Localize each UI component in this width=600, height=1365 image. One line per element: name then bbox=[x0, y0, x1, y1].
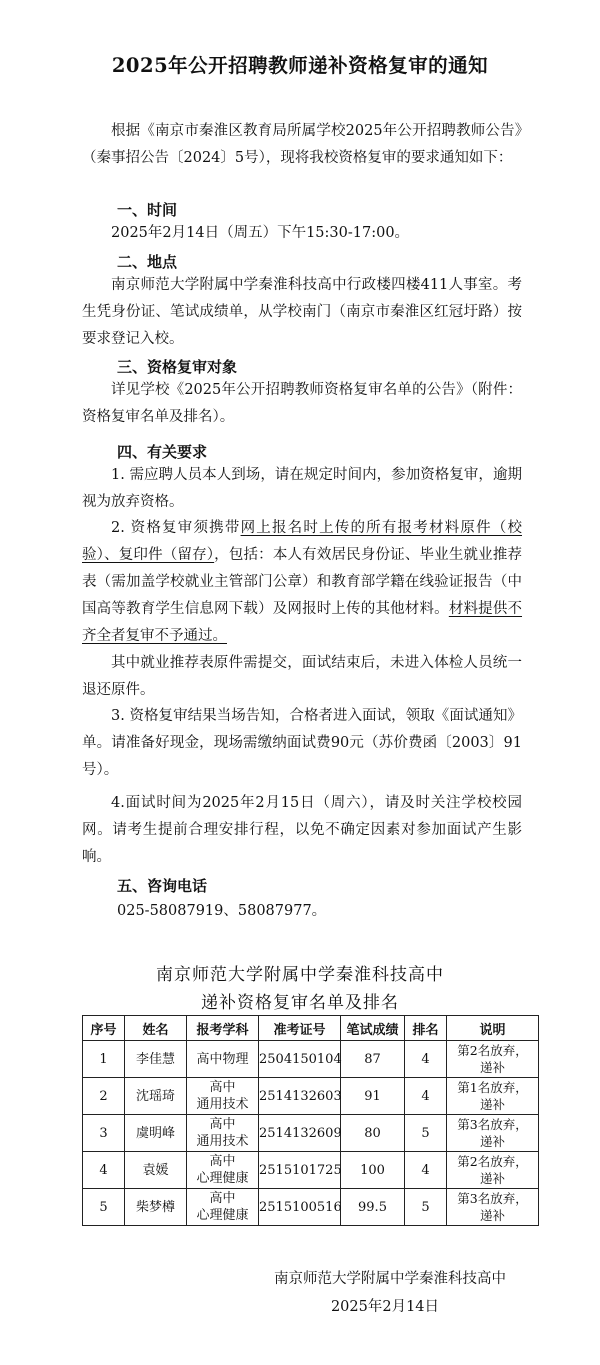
cell-score: 100 bbox=[341, 1152, 405, 1189]
cell-note-line2: 递补 bbox=[479, 1134, 505, 1149]
cell-note-line1: 第1名放弃， bbox=[457, 1080, 528, 1095]
signature-org: 南京师范大学附属中学秦淮科技高中 bbox=[274, 1271, 506, 1287]
cell-no: 4 bbox=[83, 1152, 125, 1189]
cell-score: 87 bbox=[341, 1041, 405, 1078]
header-no: 序号 bbox=[83, 1016, 125, 1041]
cell-note-line2: 递补 bbox=[479, 1208, 505, 1223]
cell-subject bbox=[187, 1189, 259, 1226]
section-place-body: 南京师范大学附属中学秦淮科技高中行政楼四楼411人事室。考生凭身份证、笔试成绩单，从学校南门（南京市秦淮区红冠圩路）按要求登记入校。 bbox=[82, 277, 522, 347]
cell-name: 柴梦樽 bbox=[125, 1189, 187, 1226]
cell-note bbox=[447, 1078, 539, 1115]
cell-exam-id: 2514132609 bbox=[259, 1115, 341, 1152]
cell-subject-line2: 心理健康 bbox=[196, 1208, 249, 1223]
cell-score: 99.5 bbox=[341, 1189, 405, 1226]
requirement-item-4: 4.面试时间为2025年2月15日（周六），请及时关注学校校园网。请考生提前合理安排行程，以免不确定因素对参加面试产生影响。 bbox=[82, 795, 522, 865]
requirement-item-2-warning: 材料提供不齐全者复审不予通过。 bbox=[82, 601, 523, 644]
cell-note bbox=[447, 1152, 539, 1189]
cell-name: 虞明峰 bbox=[125, 1115, 187, 1152]
requirement-item-2-list: ，包括：本人有效居民身份证、毕业生就业推荐表（需加盖学校就业主管部门公章）和教育部学籍在线验证报告（中国高等教育学生信息网下载）及网报时上传的其他材料。 bbox=[82, 547, 523, 617]
cell-exam-id: 2504150104 bbox=[259, 1041, 341, 1078]
header-exam-id: 准考证号 bbox=[259, 1016, 341, 1041]
cell-subject-line1: 高中 bbox=[209, 1191, 236, 1206]
cell-exam-id: 2515100516 bbox=[259, 1189, 341, 1226]
cell-subject bbox=[187, 1115, 259, 1152]
cell-subject bbox=[187, 1041, 259, 1078]
cell-note bbox=[447, 1189, 539, 1226]
cell-note-line1: 第3名放弃， bbox=[457, 1191, 528, 1206]
requirement-item-3: 3. 资格复审结果当场告知，合格者进入面试，领取《面试通知》单。请准备好现金，现场需缴纳面试费90元（苏价费函〔2003〕91号）。 bbox=[82, 708, 522, 778]
signature-date: 2025年2月14日 bbox=[330, 1299, 440, 1315]
table-row bbox=[83, 1115, 539, 1152]
section-contact-body: 025-58087919、58087977。 bbox=[117, 903, 327, 919]
requirement-item-2 bbox=[82, 515, 522, 650]
header-rank: 排名 bbox=[405, 1016, 447, 1041]
table-title-line2: 递补资格复审名单及排名 bbox=[201, 993, 399, 1013]
cell-score: 80 bbox=[341, 1115, 405, 1152]
cell-name: 李佳慧 bbox=[125, 1041, 187, 1078]
section-target-heading: 三、资格复审对象 bbox=[117, 358, 238, 376]
cell-exam-id: 2514132603 bbox=[259, 1078, 341, 1115]
cell-note-line1: 第2名放弃， bbox=[457, 1043, 528, 1058]
cell-subject bbox=[187, 1078, 259, 1115]
requirement-item-2-lead: 2. 资格复审须携带 bbox=[111, 520, 241, 536]
cell-rank: 5 bbox=[405, 1189, 447, 1226]
table-row bbox=[83, 1152, 539, 1189]
intro-paragraph: 根据《南京市秦淮区教育局所属学校2025年公开招聘教师公告》（秦事招公告〔2024〕5号），现将我校资格复审的要求通知如下： bbox=[82, 123, 522, 166]
table-title-line1: 南京师范大学附属中学秦淮科技高中 bbox=[156, 965, 444, 985]
cell-subject-line1: 高中 bbox=[209, 1117, 236, 1132]
cell-rank: 4 bbox=[405, 1152, 447, 1189]
cell-subject-line1: 高中 bbox=[209, 1080, 236, 1095]
cell-no: 5 bbox=[83, 1189, 125, 1226]
section-requirements-heading: 四、有关要求 bbox=[117, 443, 208, 461]
cell-subject-line2: 通用技术 bbox=[196, 1097, 249, 1112]
cell-note-line1: 第3名放弃， bbox=[457, 1117, 528, 1132]
section-time-body: 2025年2月14日（周五）下午15:30-17:00。 bbox=[111, 225, 410, 241]
cell-note-line2: 递补 bbox=[479, 1060, 505, 1075]
cell-no: 3 bbox=[83, 1115, 125, 1152]
table-row bbox=[83, 1078, 539, 1115]
cell-rank: 4 bbox=[405, 1078, 447, 1115]
cell-note bbox=[447, 1041, 539, 1078]
requirement-item-1: 1. 需应聘人员本人到场，请在规定时间内，参加资格复审，逾期视为放弃资格。 bbox=[82, 467, 522, 510]
cell-note-line2: 递补 bbox=[479, 1097, 505, 1112]
cell-no: 1 bbox=[83, 1041, 125, 1078]
cell-note-line2: 递补 bbox=[479, 1171, 505, 1186]
cell-subject bbox=[187, 1152, 259, 1189]
candidate-table bbox=[82, 1015, 539, 1226]
header-note: 说明 bbox=[447, 1016, 539, 1041]
cell-name: 沈瑶琦 bbox=[125, 1078, 187, 1115]
header-subject: 报考学科 bbox=[187, 1016, 259, 1041]
section-target-body: 详见学校《2025年公开招聘教师资格复审名单的公告》（附件：资格复审名单及排名）。 bbox=[82, 382, 522, 425]
table-row bbox=[83, 1041, 539, 1078]
cell-subject-line1: 高中 bbox=[209, 1154, 236, 1169]
header-score: 笔试成绩 bbox=[341, 1016, 405, 1041]
cell-name: 袁媛 bbox=[125, 1152, 187, 1189]
cell-score: 91 bbox=[341, 1078, 405, 1115]
document-title: 2025年公开招聘教师递补资格复审的通知 bbox=[111, 54, 489, 77]
table-header-row bbox=[83, 1016, 539, 1041]
cell-exam-id: 2515101725 bbox=[259, 1152, 341, 1189]
cell-no: 2 bbox=[83, 1078, 125, 1115]
cell-note-line1: 第2名放弃， bbox=[457, 1154, 528, 1169]
cell-subject-line1: 高中物理 bbox=[196, 1051, 249, 1067]
cell-rank: 4 bbox=[405, 1041, 447, 1078]
cell-subject-line2: 心理健康 bbox=[196, 1171, 249, 1186]
section-time-heading: 一、时间 bbox=[117, 201, 178, 219]
section-place-heading: 二、地点 bbox=[117, 253, 178, 271]
cell-rank: 5 bbox=[405, 1115, 447, 1152]
section-contact-heading: 五、咨询电话 bbox=[117, 877, 208, 895]
requirement-item-2-materials: 网上报名时上传的所有报考材料原件（校验）、复印件（留存） bbox=[82, 520, 522, 563]
cell-subject-line2: 通用技术 bbox=[196, 1134, 249, 1149]
cell-note bbox=[447, 1115, 539, 1152]
table-row bbox=[83, 1189, 539, 1226]
header-name: 姓名 bbox=[125, 1016, 187, 1041]
requirement-item-2-extra: 其中就业推荐表原件需提交，面试结束后，未进入体检人员统一退还原件。 bbox=[82, 655, 522, 698]
